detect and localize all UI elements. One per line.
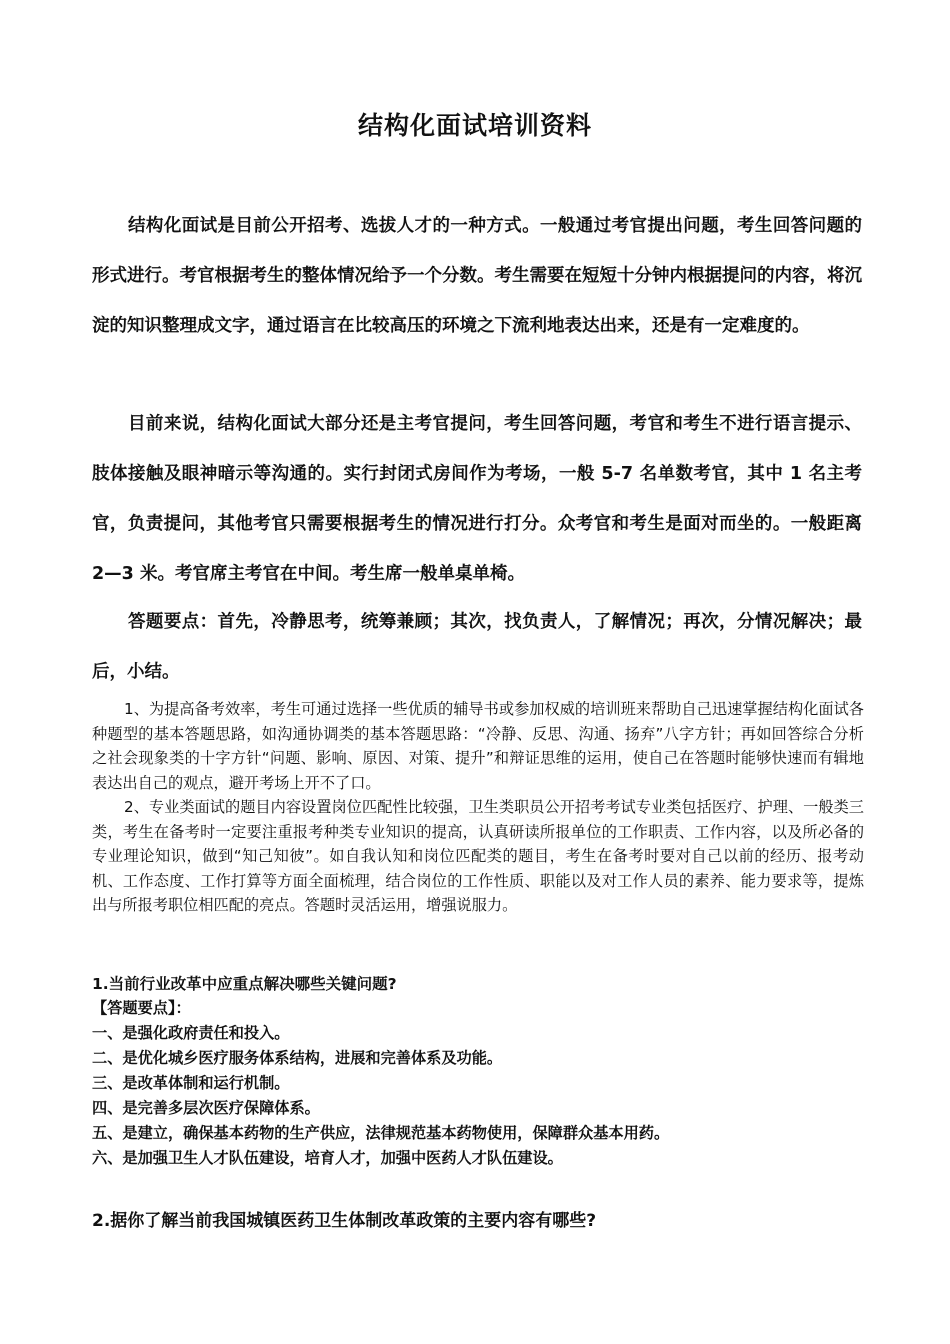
answer-item: 三、是改革体制和运行机制。 xyxy=(92,1074,290,1092)
answer-item: 二、是优化城乡医疗服务体系结构，进展和完善体系及功能。 xyxy=(92,1049,503,1067)
question-2-title: 2.据你了解当前我国城镇医药卫生体制改革政策的主要内容有哪些? xyxy=(92,1211,597,1231)
answer-tips-paragraph: 答题要点：首先，冷静思考，统筹兼顾；其次，找负责人，了解情况；再次，分情况解决；最后，小结。 xyxy=(92,612,862,682)
answer-heading: 【答题要点】： xyxy=(92,999,191,1017)
intro-paragraph: 结构化面试是目前公开招考、选拔人才的一种方式。一般通过考官提出问题，考生回答问题的形式进行。考官根据考生的整体情况给予一个分数。考生需要在短短十分钟内根据提问的内容，将沉淀的知识整理成文字，通过语言在比较高压的环境之下流利地表达出来，还是有一定难度的。 xyxy=(92,216,862,336)
page-title: 结构化面试培训资料 xyxy=(357,111,592,140)
answer-item: 四、是完善多层次医疗保障体系。 xyxy=(92,1099,320,1117)
answer-item: 五、是建立，确保基本药物的生产供应，法律规范基本药物使用，保障群众基本用药。 xyxy=(92,1124,670,1142)
answer-item: 一、是强化政府责任和投入。 xyxy=(92,1024,290,1042)
tip-paragraph: 1、为提高备考效率，考生可通过选择一些优质的辅导书或参加权威的培训班来帮助自己迅速掌握结构化面试各种题型的基本答题思路，如沟通协调类的基本答题思路：“冷静、反思、沟通、扬弃”八字方针；再如回答综合分析之社会现象类的十字方针“问题、影响、原因、对策、提升”和辩证思维的运用，使自己在答题时能够快速而有辑地表达出自己的观点，避开考场上开不了口。 xyxy=(92,700,864,792)
question-1-title: 1.当前行业改革中应重点解决哪些关键问题? xyxy=(92,975,397,993)
question-1-answers xyxy=(92,996,872,1171)
intro-paragraph: 目前来说，结构化面试大部分还是主考官提问，考生回答问题，考官和考生不进行语言提示、肢体接触及眼神暗示等沟通的。实行封闭式房间作为考场，一般 5-7 名单数考官，其中 1 名主考官，负责提问，其他考官只需要根据考生的情况进行打分。众考官和考生是面对而坐的。一般距离 2—3 米。考官席主考官在中间。考生席一般单桌单椅。 xyxy=(92,414,862,584)
answer-item: 六、是加强卫生人才队伍建设，培育人才，加强中医药人才队伍建设。 xyxy=(92,1149,563,1167)
tip-paragraph: 2、专业类面试的题目内容设置岗位匹配性比较强，卫生类职员公开招考考试专业类包括医疗、护理、一般类三类，考生在备考时一定要注重报考种类专业知识的提高，认真研读所报单位的工作职责、工作内容，以及所必备的专业理论知识，做到“知己知彼”。如自我认知和岗位匹配类的题目，考生在备考时要对自己以前的经历、报考动机、工作态度、工作打算等方面全面梳理，结合岗位的工作性质、职能以及对工作人员的素养、能力要求等，提炼出与所报考职位相匹配的亮点。答题时灵活运用，增强说服力。 xyxy=(92,798,864,914)
